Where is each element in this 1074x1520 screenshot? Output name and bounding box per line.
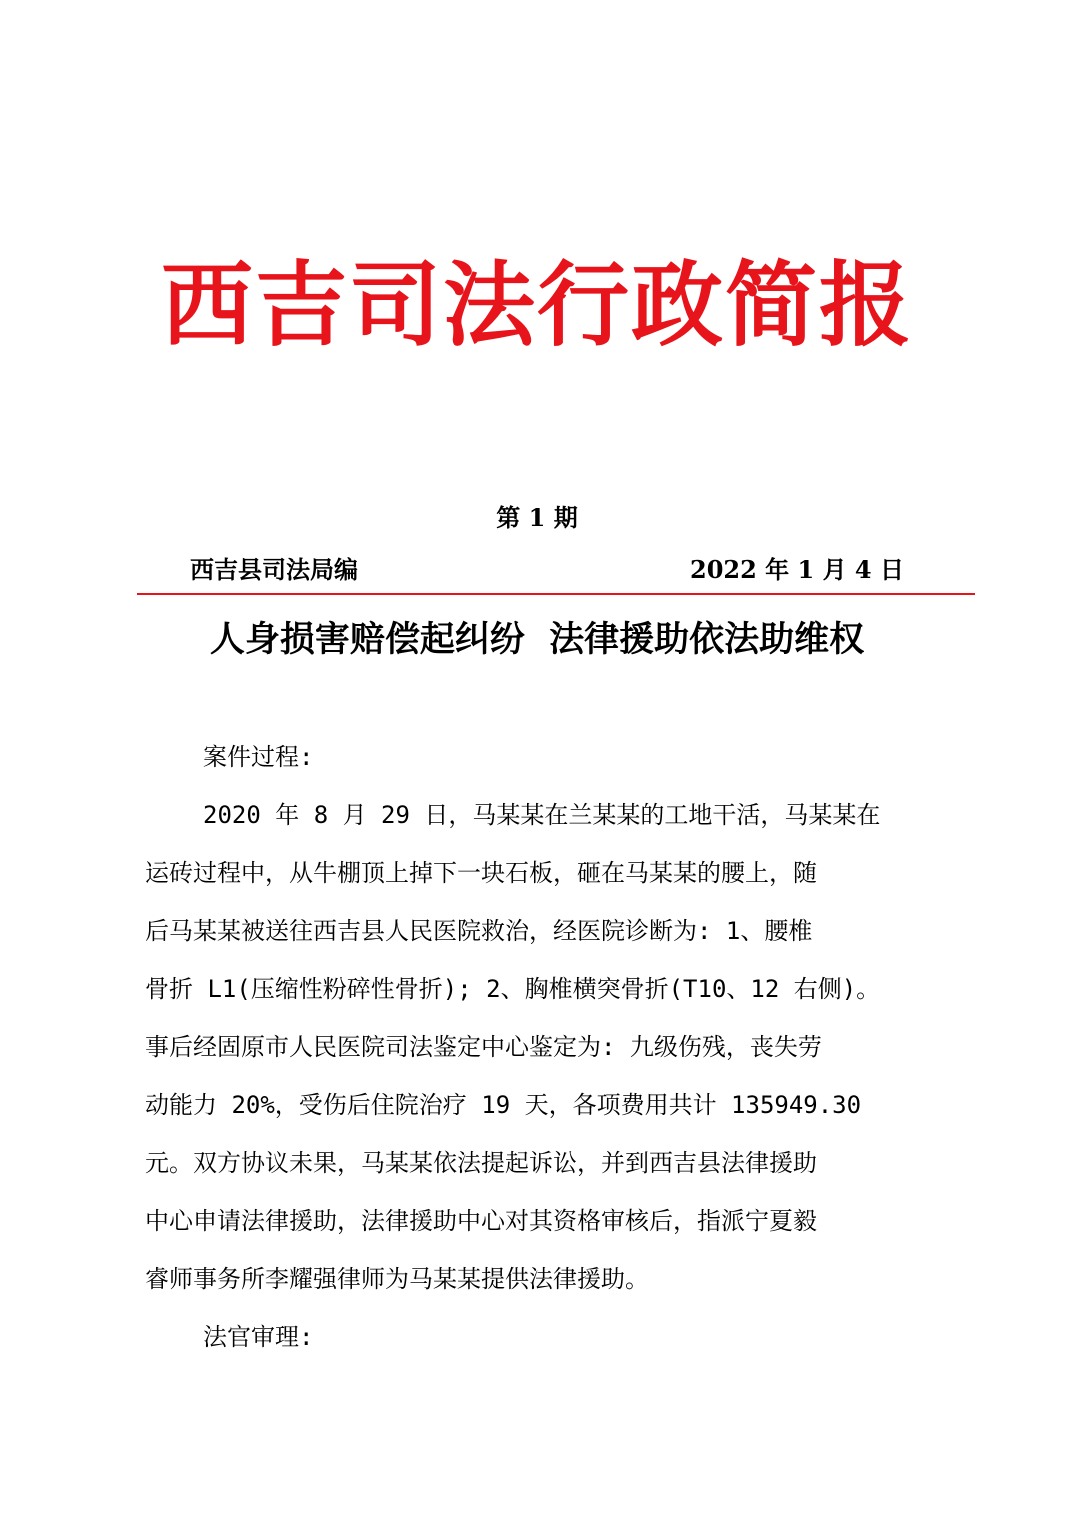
article-headline: 人身损害赔偿起纠纷 法律援助依法助维权 — [209, 619, 865, 660]
red-divider — [137, 593, 975, 595]
paragraph-line: 事后经固原市人民医院司法鉴定中心鉴定为: 九级伤残，丧失劳 — [145, 1033, 822, 1061]
masthead-title: 西吉司法行政简报 — [160, 251, 913, 359]
paragraph-line: 骨折 L1(压缩性粉碎性骨折); 2、胸椎横突骨折(T10、12 右侧)。 — [145, 975, 881, 1003]
paragraph-line: 元。双方协议未果，马某某依法提起诉讼，并到西吉县法律援助 — [145, 1149, 817, 1177]
paragraph-line: 动能力 20%，受伤后住院治疗 19 天，各项费用共计 135949.30 — [145, 1091, 862, 1119]
paragraph-line: 2020 年 8 月 29 日，马某某在兰某某的工地干活，马某某在 — [203, 801, 881, 829]
issue-number: 第 1 期 — [496, 503, 578, 532]
paragraph-line: 运砖过程中，从牛棚顶上掉下一块石板，砸在马某某的腰上，随 — [145, 859, 817, 887]
paragraph-line: 睿师事务所李耀强律师为马某某提供法律援助。 — [145, 1265, 649, 1293]
paragraph-line: 中心申请法律援助，法律援助中心对其资格审核后，指派宁夏毅 — [145, 1207, 817, 1235]
section-heading-trial: 法官审理: — [203, 1323, 314, 1351]
paragraph-line: 后马某某被送往西吉县人民医院救治，经医院诊断为: 1、腰椎 — [145, 917, 813, 945]
article-body — [145, 728, 945, 1366]
publish-date: 2022 年 1 月 4 日 — [690, 555, 904, 584]
section-heading-case: 案件过程: — [203, 743, 314, 771]
editor-line: 西吉县司法局编 — [190, 555, 358, 584]
